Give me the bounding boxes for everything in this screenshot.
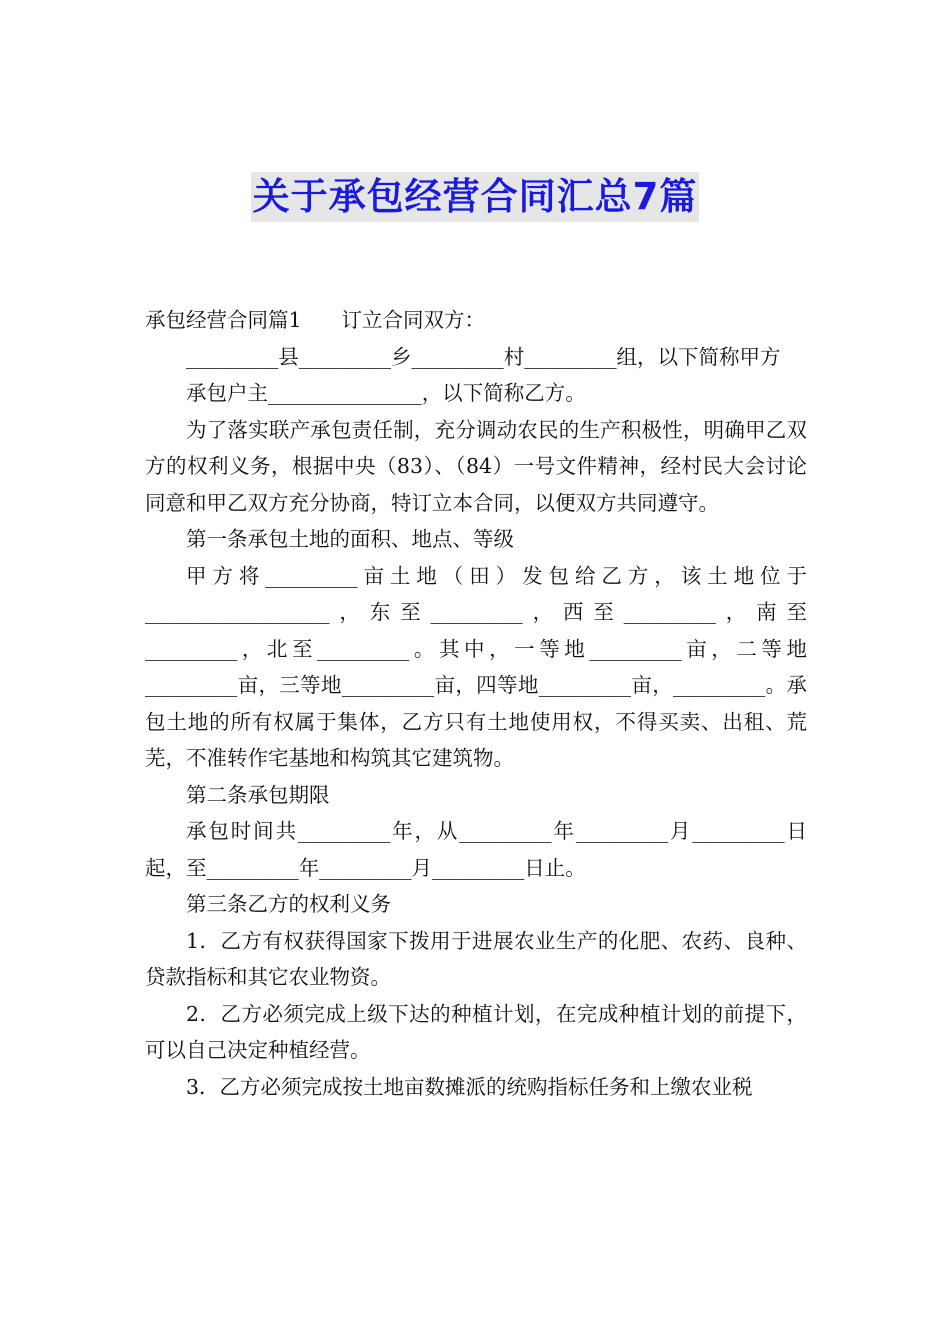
document-body: [145, 302, 807, 1105]
title-container: [0, 172, 950, 222]
article-3-item-3: 3．乙方必须完成按土地亩数摊派的统购指标任务和上缴农业税: [186, 1074, 753, 1099]
parties-heading: 订立合同双方：: [341, 308, 486, 332]
paragraph-preamble: 为了落实联产承包责任制，充分调动农民的生产积极性，明确甲乙双方的权利义务，根据中央（83）、（84）一号文件精神，经村民大会讨论同意和甲乙双方充分协商，特订立本合同，以便双方共同遵守。: [145, 417, 807, 515]
article-1-heading: 第一条承包土地的面积、地点、等级: [186, 527, 514, 551]
paragraph-party-b: 承包户主_______________，以下简称乙方。: [186, 381, 586, 405]
section-heading-line: [145, 302, 807, 339]
article-3-item-2: 2．乙方必须完成上级下达的种植计划，在完成种植计划的前提下，可以自己决定种植经营。: [145, 1001, 807, 1062]
article-2-body: 承包时间共_________年，从_________年_________月_________日起，至_________年_________月_________日止。: [145, 819, 807, 880]
article-1-body: 甲方将_________亩土地（田）发包给乙方，该土地位于__________________，东至_________，西至_________，南至_________，北至_________。其中，一等地_________亩，二等地_________亩，三等地_________亩，四等地_________亩，_________。承包土地的所有权属于集体，乙方只有土地使用权，不得买卖、出租、荒芜，不准转作宅基地和构筑其它建筑物。: [145, 563, 807, 770]
paragraph-party-a: _________县_________乡_________村_________组，以下简称甲方: [186, 344, 781, 369]
document-title: 关于承包经营合同汇总7篇: [251, 172, 700, 222]
article-3-heading: 第三条乙方的权利义务: [186, 892, 391, 916]
article-3-item-1: 1．乙方有权获得国家下拨用于进展农业生产的化肥、农药、良种、贷款指标和其它农业物资。: [145, 928, 807, 989]
section-heading: 承包经营合同篇1: [145, 308, 302, 332]
article-2-heading: 第二条承包期限: [186, 782, 330, 807]
